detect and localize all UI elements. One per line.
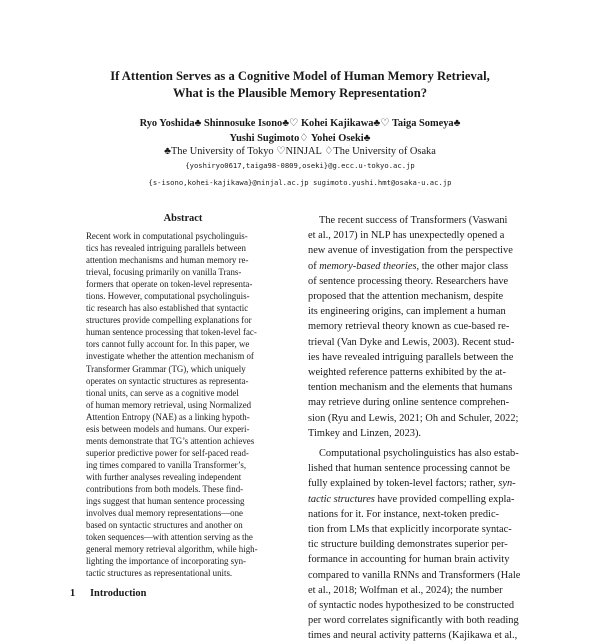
- abstract-line: ings suggest that human sentence processing: [86, 496, 245, 507]
- emphasized-term: memory-based theories: [319, 260, 417, 272]
- abstract-line: token sequences—with attention serving as the: [86, 532, 253, 543]
- introduction-body: [308, 213, 530, 644]
- paragraph-line: formance in accounting for human brain activity: [308, 554, 510, 566]
- abstract-line: Recent work in computational psycholinguis-: [86, 231, 248, 241]
- author-list: [40, 116, 560, 146]
- paragraph-line: The recent success of Transformers (Vaswani: [319, 215, 508, 226]
- abstract-line: trieval, focusing primarily on vanilla Trans-: [86, 267, 242, 278]
- paragraph-line: of sentence processing theory. Researchers have: [308, 275, 509, 287]
- abstract-line: operates on syntactic structures as representa-: [86, 375, 249, 386]
- paragraph-line: per word correlates significantly with both reading: [308, 615, 519, 627]
- authors-line-1: Ryo Yoshida♣ Shinnosuke Isono♣♡ Kohei Kajikawa♣♡ Taiga Someya♣: [139, 118, 461, 129]
- paragraph-line: [308, 476, 530, 491]
- authors-line-2: Yushi Sugimoto♢ Yohei Oseki♣: [229, 133, 371, 144]
- abstract-line: with further analyses revealing independent: [86, 471, 242, 482]
- title-line-1: If Attention Serves as a Cognitive Model of Human Memory Retrieval,: [110, 69, 490, 83]
- paragraph-line: nations for it. For instance, next-token predic-: [308, 508, 500, 520]
- paragraph-line: memory retrieval theory known as cue-based re-: [308, 321, 510, 333]
- section-heading-introduction: [70, 588, 146, 599]
- abstract-line: general memory retrieval algorithm, while high-: [86, 544, 258, 555]
- line-text: of: [308, 260, 320, 272]
- abstract-line: tional units, can serve as a cognitive model: [86, 387, 239, 398]
- paragraph-line: [308, 492, 530, 507]
- abstract-line: Transformer Grammar (TG), which uniquely: [86, 363, 246, 374]
- section-number: 1: [70, 588, 76, 599]
- paragraph-line: times and neural activity patterns (Kajikawa et al.,: [308, 630, 518, 642]
- abstract-line: attention mechanisms and human memory re-: [86, 255, 249, 266]
- email-line-2: {s-isono,kohei-kajikawa}@ninjal.ac.jp sugimoto.yushi.hmt@osaka-u.ac.jp: [148, 178, 452, 187]
- paper-title: [40, 68, 560, 102]
- paragraph-line: sion (Ryu and Lewis, 2021; Oh and Schuler, 2022;: [308, 412, 519, 424]
- paragraph-line: Computational psycholinguistics has also estab-: [319, 448, 519, 460]
- paragraph-line: tic structure building demonstrates superior per-: [308, 539, 508, 551]
- abstract-line: lighting the importance of incorporating syn-: [86, 556, 246, 567]
- abstract-line: superior predictive power for self-paced read-: [86, 447, 249, 458]
- abstract-heading: Abstract: [163, 213, 203, 224]
- paragraph-line: of syntactic nodes hypothesized to be constructed: [308, 600, 515, 612]
- abstract-line: contributions from both models. These find-: [86, 483, 244, 494]
- abstract-line: formers that operate on token-level representa-: [86, 279, 253, 290]
- line-text: fully explained by token-level factors; rather,: [308, 478, 499, 490]
- affiliations: ♣The University of Tokyo ♡NINJAL ♢The University of Osaka: [164, 146, 436, 157]
- abstract-line: tions. However, computational psycholinguis-: [86, 291, 250, 302]
- title-line-2: What is the Plausible Memory Representation?: [172, 86, 428, 100]
- paragraph-line: tention mechanism and the elements that humans: [308, 382, 513, 394]
- abstract-line: ments demonstrate that TG’s attention achieves: [86, 435, 255, 446]
- abstract-line: of human memory retrieval, using Normalized: [86, 399, 252, 410]
- abstract-line: structures provide compelling explanations for: [86, 315, 252, 326]
- abstract-line: Attention Entropy (NAE) as a linking hypoth-: [86, 411, 250, 422]
- abstract-line: esis between models and humans. Our experi-: [86, 423, 250, 434]
- line-text: , the other major class: [416, 260, 508, 272]
- paragraph-line: proposed that the attention mechanism, despite: [308, 291, 504, 303]
- paragraph-line: may retrieve during online sentence comprehen-: [308, 397, 510, 409]
- line-text: have provided compelling expla-: [374, 493, 515, 505]
- paragraph-line: ies have revealed intriguing parallels between the: [308, 351, 514, 363]
- abstract-line: tics has revealed intriguing parallels between: [86, 243, 246, 254]
- abstract-line: tors cannot fully account for. In this paper, we: [86, 339, 250, 350]
- paragraph-line: Timkey and Linzen, 2023).: [308, 427, 422, 439]
- paragraph-line: weighted reference patterns exhibited by the at-: [308, 367, 506, 379]
- abstract-line: involves dual memory representations—one: [86, 508, 243, 519]
- paragraph-line: et al., 2017) in NLP has unexpectedly opened a: [308, 230, 505, 242]
- emphasized-term: syn-: [498, 478, 516, 490]
- email-line-1: {yoshiryo0617,taiga98-0809,oseki}@g.ecc.u-tokyo.ac.jp: [185, 161, 415, 170]
- emphasized-term: tactic structures: [308, 493, 375, 505]
- section-title: Introduction: [90, 588, 147, 599]
- abstract-line: based on syntactic structures and another on: [86, 520, 243, 531]
- paragraph-line: [308, 259, 530, 274]
- abstract-line: tic research has also established that syntactic: [86, 303, 249, 314]
- abstract-line: tactic structures as representational units.: [86, 568, 233, 579]
- paragraph-line: et al., 2018; Wolfman et al., 2024); the number: [308, 584, 503, 596]
- abstract-line: human sentence processing that token-level fac-: [86, 327, 257, 338]
- abstract-line: ing times compared to vanilla Transformer’s,: [86, 459, 247, 470]
- abstract-body: [86, 230, 282, 579]
- paragraph-line: lished that human sentence processing cannot be: [308, 463, 510, 475]
- paragraph-line: tion from LMs that explicitly incorporate syntac-: [308, 524, 512, 536]
- paragraph-line: trieval (Van Dyke and Lewis, 2003). Recent stud-: [308, 336, 515, 348]
- abstract-line: investigate whether the attention mechanism of: [86, 351, 254, 362]
- paragraph-line: new avenue of investigation from the perspective: [308, 245, 513, 257]
- paragraph-line: compared to vanilla RNNs and Transformers (Hale: [308, 569, 521, 581]
- paragraph-line: its engineering origins, can implement a human: [308, 306, 506, 318]
